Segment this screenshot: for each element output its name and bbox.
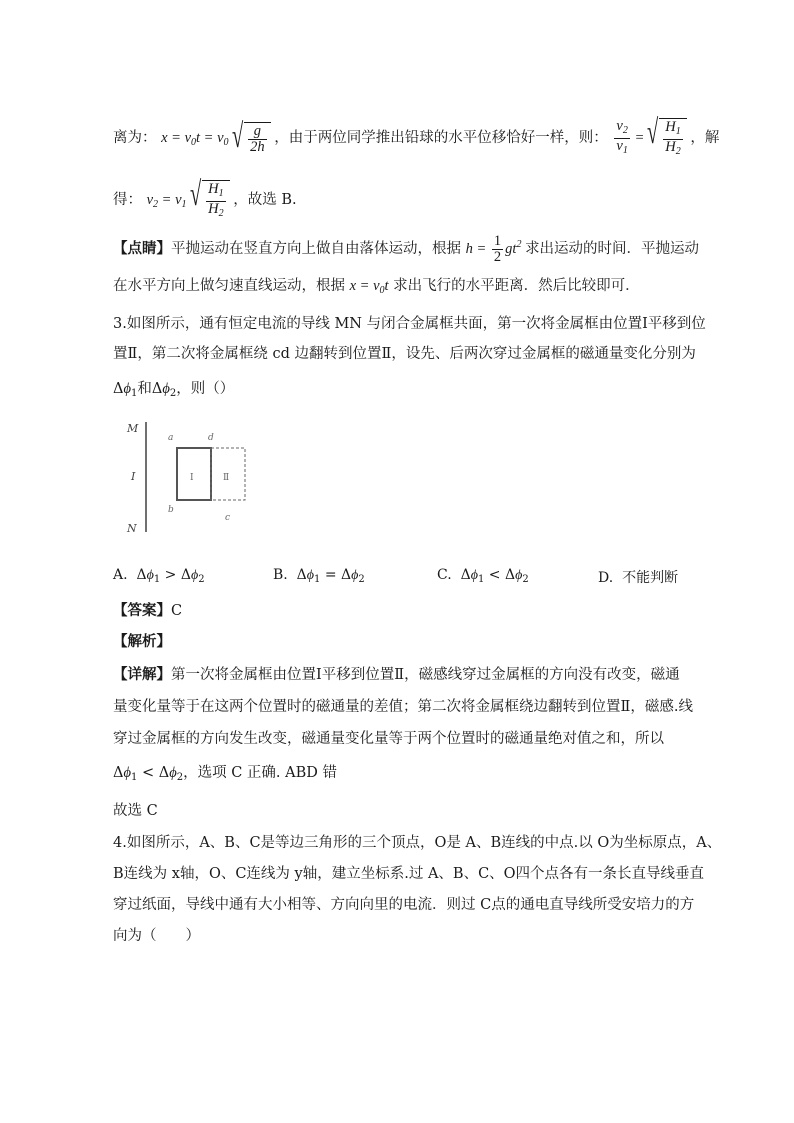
tip-line-1 xyxy=(113,234,699,265)
label-m: M xyxy=(127,422,139,435)
label-position-2: Ⅱ xyxy=(223,473,230,483)
label-current: I xyxy=(131,470,136,483)
q4-line-2: B连线为 x轴，O、C连线为 y轴，建立坐标系.过 A、B、C、O四个点各有一条长直导线垂直 xyxy=(113,866,705,882)
q3-line-1: 3.如图所示，通有恒定电流的导线 MN 与闭合金属框共面，第一次将金属框由位置Ⅰ平移到位 xyxy=(113,316,706,332)
tip-text-2: 求出运动的时间．平抛运动 xyxy=(525,240,700,257)
q4-line-1: 4.如图所示，A、B、C是等边三角形的三个顶点，O是 A、B连线的中点.以 O为坐标原点，A、 xyxy=(113,835,722,851)
option-c: C. $\Delta\phi_1 < \Delta\phi_2$ xyxy=(437,567,529,585)
frame-position-1 xyxy=(177,448,211,500)
option-b: B. $\Delta\phi_1 = \Delta\phi_2$ xyxy=(273,567,365,585)
answer-line: 【答案】C xyxy=(113,602,183,619)
formula-x-v0t: $x = v_0t$ xyxy=(349,278,389,296)
analysis-line: 【解析】 xyxy=(113,633,171,650)
solution-line-1 xyxy=(113,114,720,159)
solution-line-2 xyxy=(113,176,297,221)
label-d: d xyxy=(208,433,214,443)
magnetic-frame-figure xyxy=(113,420,273,540)
label-c: c xyxy=(225,513,231,523)
text-lead: 离为： xyxy=(113,129,157,146)
detail-line-3: 穿过金属框的方向发生改变，磁通量变化量等于两个位置时的磁通量绝对值之和，所以 xyxy=(113,731,664,747)
label-b: b xyxy=(168,505,174,515)
tip-text-1: 平抛运动在竖直方向上做自由落体运动，根据 xyxy=(171,240,461,257)
formula-ratio: $\frac{v_2}{v_1}$ = √ $\frac{H_1}{H_2}$ xyxy=(612,130,690,146)
q3-line-2: 置Ⅱ，第二次将金属框绕 cd 边翻转到位置Ⅱ，设先、后两次穿过金属框的磁通量变化分别为 xyxy=(113,346,696,362)
tip-line-2 xyxy=(113,276,640,301)
label-n: N xyxy=(127,522,137,535)
text-tail: ，解 xyxy=(690,129,720,146)
text-mid: ，由于两位同学推出铅球的水平位移恰好一样，则： xyxy=(274,129,608,146)
q4-line-4: 向为（ ） xyxy=(113,928,200,944)
tip2-text-2: 求出飞行的水平距离．然后比较即可． xyxy=(393,278,640,294)
option-a: A. $\Delta\phi_1 > \Delta\phi_2$ xyxy=(113,567,205,585)
q3-line-3: $\Delta\phi_1$和$\Delta\phi_2$，则（） xyxy=(113,381,235,399)
text-lead-2: 得： xyxy=(113,191,142,208)
formula-x: $x = v_0t = v_0$ √ $\frac{g}{2h}$ xyxy=(161,130,274,146)
formula-h: h = $\frac{1}{2}$ $gt^2$ xyxy=(465,233,522,265)
conclusion-line: 故选 C xyxy=(113,803,158,819)
tip2-text-1: 在水平方向上做匀速直线运动，根据 xyxy=(113,278,345,294)
detail-line-1: 【详解】第一次将金属框由位置Ⅰ平移到位置Ⅱ，磁感线穿过金属框的方向没有改变，磁通 xyxy=(113,666,680,683)
detail-line-2: 量变化量等于在这两个位置时的磁通量的差值；第二次将金属框绕边翻转到位置Ⅱ，磁感.线 xyxy=(113,699,693,715)
option-d: D. 不能判断 xyxy=(598,570,679,586)
q4-line-3: 穿过纸面，导线中通有大小相等、方向向里的电流．则过 C点的通电直导线所受安培力的方 xyxy=(113,897,695,913)
tip-tag: 【点睛】 xyxy=(113,239,171,257)
formula-v2: $v_2 = v_1$ √ $\frac{H_1}{H_2}$ xyxy=(147,192,234,208)
label-a: a xyxy=(168,433,174,443)
text-tail-2: ，故选 B. xyxy=(233,191,297,208)
label-position-1: I xyxy=(190,473,194,483)
detail-line-4: $\Delta\phi_1 < \Delta\phi_2$，选项 C 正确. ABD 错 xyxy=(113,765,338,783)
